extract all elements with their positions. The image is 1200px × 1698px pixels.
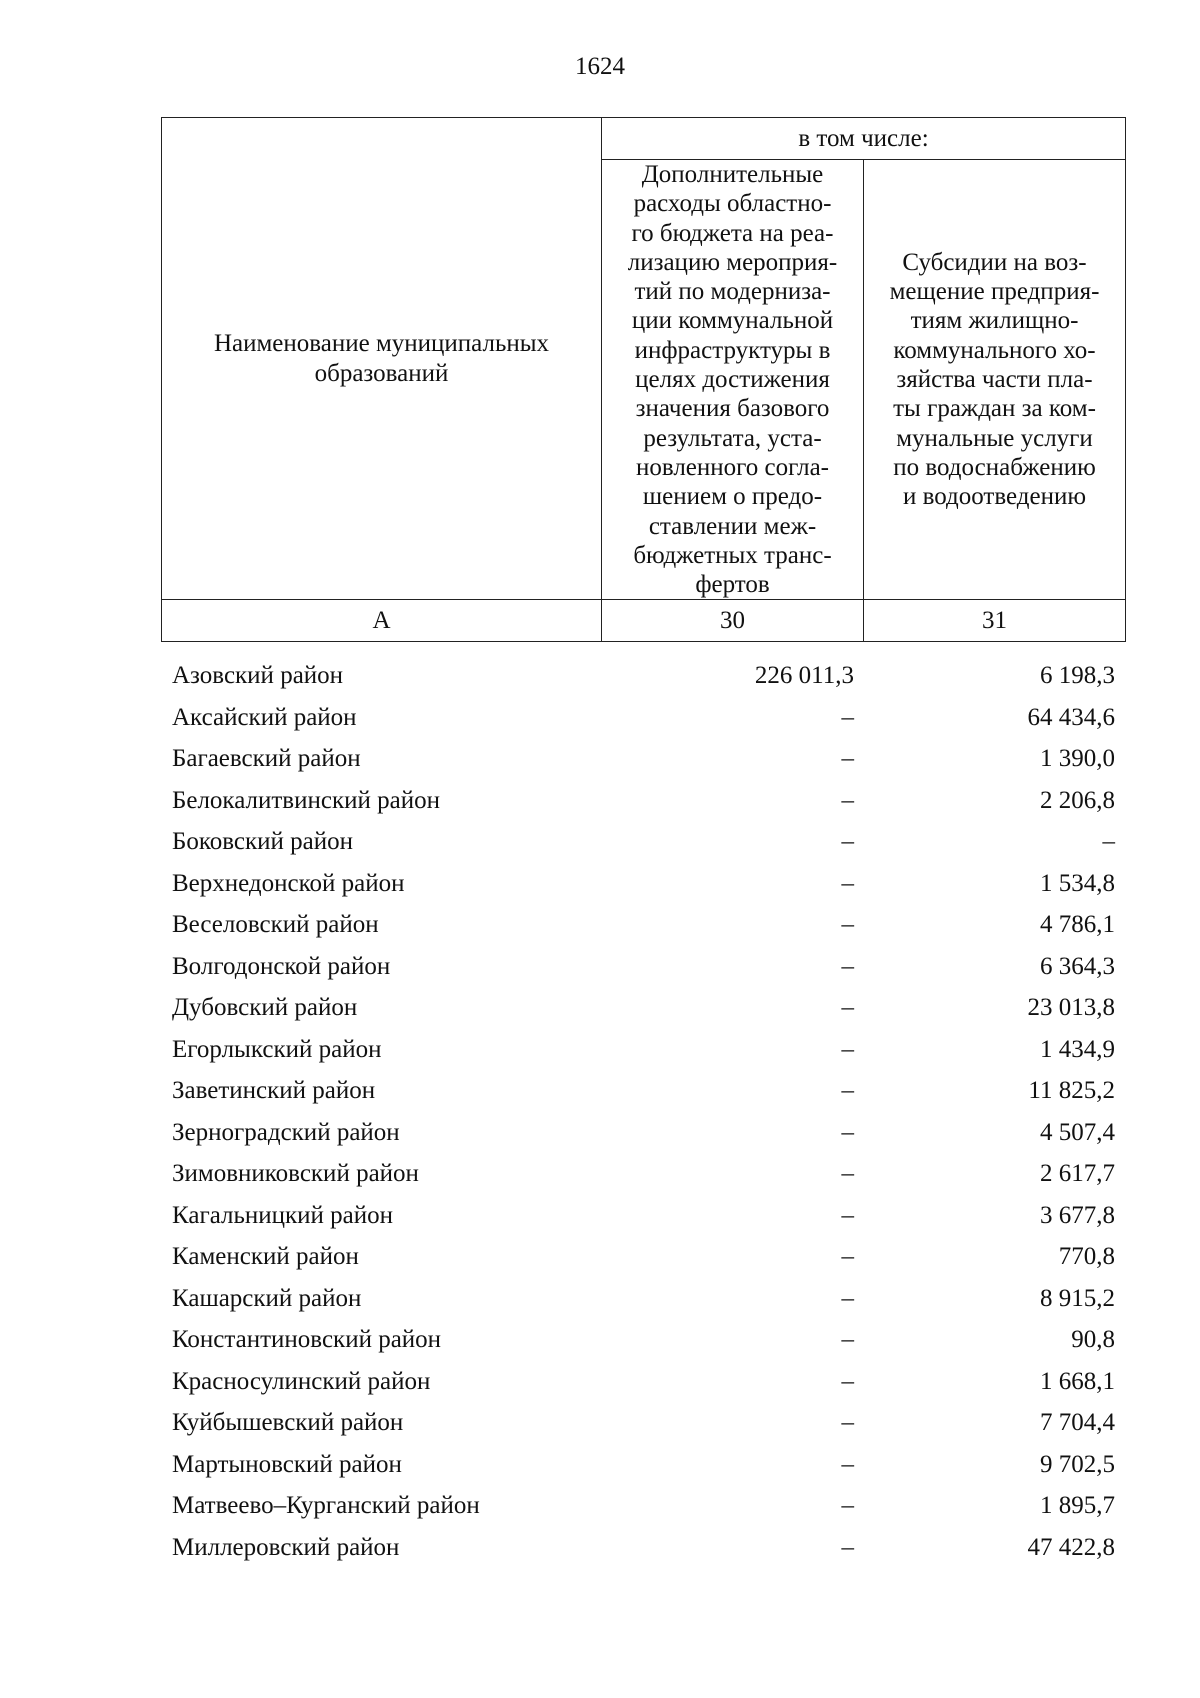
table-row (161, 1319, 1126, 1361)
table-row (161, 946, 1126, 988)
table-row (161, 780, 1126, 822)
table-row (161, 1236, 1126, 1278)
table-body (161, 655, 1126, 1568)
table-row (161, 1029, 1126, 1071)
municipality-name: Егорлыкский район (172, 1035, 382, 1063)
value-col-30: – (841, 1160, 854, 1187)
header-line: результата, уста- (643, 424, 822, 452)
header-line: тий по модерниза- (634, 278, 831, 306)
municipality-name: Заветинский район (172, 1077, 376, 1104)
header-line: шением о предо- (642, 483, 823, 511)
header-line: го бюджета на реа- (631, 219, 834, 247)
municipality-name: Кашарский район (172, 1284, 362, 1312)
value-col-30: – (841, 994, 854, 1021)
header-line: зяйства части пла- (896, 366, 1093, 394)
header-line: расходы областно- (633, 190, 832, 218)
table-row (161, 821, 1126, 863)
value-col-31: 11 825,2 (1028, 1077, 1115, 1104)
column-index-31: 31 (864, 600, 1126, 642)
value-col-30: – (841, 1367, 854, 1395)
table-row (161, 1070, 1126, 1112)
municipality-name: Куйбышевский район (172, 1409, 404, 1436)
table-row (161, 1444, 1126, 1486)
header-line: ставлении меж- (648, 512, 817, 540)
table-row (161, 738, 1126, 780)
municipality-name: Верхнедонской район (172, 869, 405, 897)
table-row (161, 904, 1126, 946)
header-line: тиям жилищно- (910, 307, 1079, 335)
value-col-31: 47 422,8 (1027, 1533, 1115, 1561)
value-col-31: 1 390,0 (1040, 745, 1115, 772)
value-col-31: 1 434,9 (1040, 1035, 1115, 1063)
value-col-30: – (841, 1035, 854, 1063)
value-col-31: 6 198,3 (1040, 662, 1115, 689)
table-row (161, 863, 1126, 905)
page-number: 1624 (575, 53, 625, 80)
value-col-31: 2 206,8 (1040, 786, 1115, 814)
municipality-name: Зерноградский район (172, 1118, 400, 1146)
value-col-30: – (841, 1533, 854, 1561)
header-line: целях достижения (635, 366, 830, 394)
value-col-30: – (841, 869, 854, 897)
value-col-30: – (841, 1326, 854, 1353)
header-line: ции коммунальной (631, 307, 834, 335)
table-row (161, 697, 1126, 739)
value-col-31: 1 534,8 (1040, 869, 1115, 897)
value-col-30: – (841, 828, 854, 855)
column-header-31 (864, 160, 1126, 600)
value-col-31: 1 668,1 (1040, 1367, 1115, 1395)
header-line: значения базового (635, 395, 830, 423)
value-col-30: – (841, 786, 854, 814)
header-line: инфраструктуры в (634, 336, 831, 364)
value-col-30: – (841, 1118, 854, 1146)
table-row (161, 655, 1126, 697)
header-line: новленного согла- (635, 453, 830, 481)
header-line: по водоснабжению (893, 453, 1096, 481)
column-header-name (162, 118, 602, 600)
value-col-30: 226 011,3 (754, 662, 854, 689)
value-col-31: 1 895,7 (1040, 1492, 1115, 1519)
column-group-header: в том числе: (602, 118, 1126, 160)
value-col-31: 3 677,8 (1040, 1201, 1115, 1229)
municipality-name: Аксайский район (172, 703, 357, 731)
value-col-30: – (841, 1492, 854, 1519)
value-col-30: – (841, 703, 854, 731)
table-row (161, 1112, 1126, 1154)
value-col-31: 64 434,6 (1027, 703, 1115, 731)
municipality-name: Константиновский район (172, 1326, 442, 1353)
value-col-31: 7 704,4 (1040, 1409, 1115, 1436)
header-line: мунальные услуги (896, 424, 1093, 452)
value-col-30: – (841, 1450, 854, 1478)
value-col-31: – (1102, 828, 1115, 855)
header-line: Субсидии на воз- (902, 248, 1087, 276)
municipality-name: Матвеево–Курганский район (172, 1492, 480, 1519)
municipality-name: Дубовский район (172, 994, 358, 1021)
header-line: образований (314, 359, 449, 387)
value-col-31: 2 617,7 (1040, 1160, 1115, 1187)
municipality-name: Красносулинский район (172, 1367, 431, 1395)
value-col-30: – (841, 952, 854, 980)
table-row (161, 1361, 1126, 1403)
value-col-30: – (841, 1243, 854, 1270)
header-line: Дополнительные (641, 161, 824, 188)
municipality-name: Веселовский район (172, 911, 379, 938)
table-row (161, 1485, 1126, 1527)
value-col-31: 9 702,5 (1040, 1450, 1115, 1478)
municipality-name: Азовский район (172, 662, 344, 689)
value-col-31: 23 013,8 (1027, 994, 1115, 1021)
value-col-31: 8 915,2 (1040, 1284, 1115, 1312)
value-col-31: 90,8 (1071, 1326, 1115, 1353)
value-col-31: 4 507,4 (1040, 1118, 1115, 1146)
municipality-name: Кагальницкий район (172, 1201, 394, 1229)
table-row (161, 1278, 1126, 1320)
municipality-name: Зимовниковский район (172, 1160, 419, 1187)
municipality-name: Белокалитвинский район (172, 786, 440, 814)
table-row (161, 1153, 1126, 1195)
table-row (161, 1402, 1126, 1444)
municipality-name: Миллеровский район (172, 1533, 400, 1561)
table-row (161, 987, 1126, 1029)
column-index-a: А (162, 600, 602, 642)
header-line: фертов (695, 571, 770, 599)
municipality-name: Боковский район (172, 828, 353, 855)
value-col-30: – (841, 1201, 854, 1229)
value-col-30: – (841, 911, 854, 938)
column-index-30: 30 (602, 600, 864, 642)
value-col-31: 770,8 (1058, 1243, 1115, 1270)
header-line: мещение предприя- (889, 278, 1100, 306)
value-col-30: – (841, 1409, 854, 1436)
value-col-30: – (841, 745, 854, 772)
header-line: бюджетных транс- (633, 541, 832, 569)
value-col-31: 6 364,3 (1040, 952, 1115, 980)
header-line: и водоотведению (902, 483, 1087, 511)
value-col-31: 4 786,1 (1040, 911, 1115, 938)
table-header (161, 117, 1126, 642)
value-col-30: – (841, 1077, 854, 1104)
municipality-name: Каменский район (172, 1243, 359, 1270)
municipality-name: Багаевский район (172, 745, 361, 772)
value-col-30: – (841, 1284, 854, 1312)
column-header-30 (602, 160, 864, 600)
table-row (161, 1527, 1126, 1569)
header-line: Наименование муниципальных (213, 330, 550, 358)
header-line: ты граждан за ком- (893, 395, 1096, 423)
table-row (161, 1195, 1126, 1237)
municipality-name: Волгодонской район (172, 952, 391, 980)
header-line: коммунального хо- (893, 336, 1096, 364)
header-line: лизацию мероприя- (627, 248, 838, 276)
municipality-name: Мартыновский район (172, 1450, 402, 1478)
